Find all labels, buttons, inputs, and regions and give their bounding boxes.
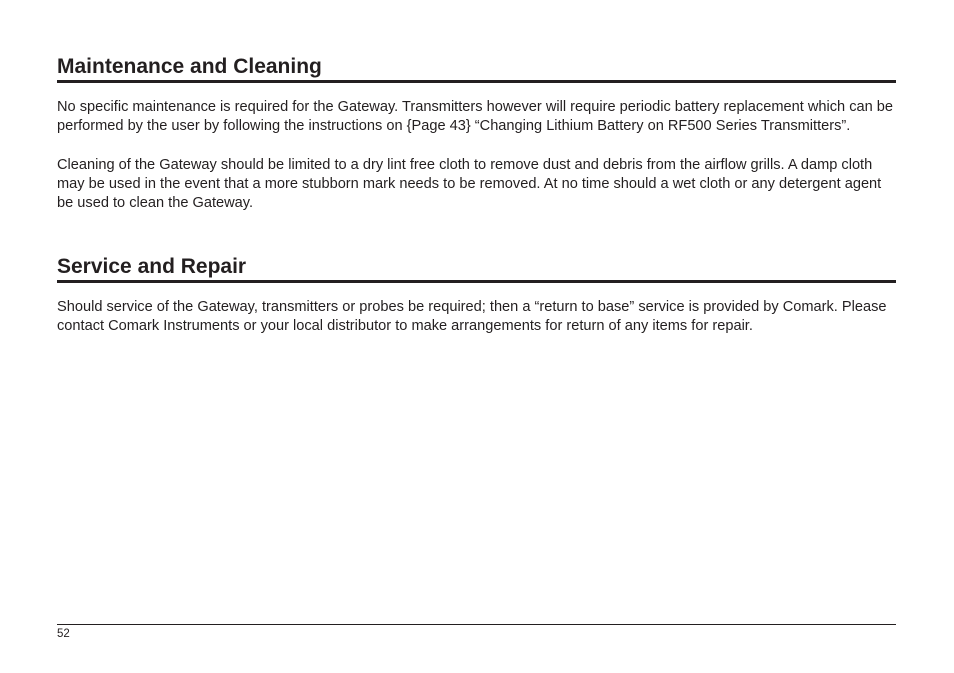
page-footer xyxy=(57,624,896,641)
paragraph: Cleaning of the Gateway should be limited to a dry lint free cloth to remove dust and debris from the airflow grills. A damp cloth may be used in the event that a more stubborn mark needs to be removed. At no time should a wet cloth or any detergent agent be used to clean the Gateway. xyxy=(57,156,882,212)
page-number: 52 xyxy=(57,628,70,640)
paragraph: No specific maintenance is required for the Gateway. Transmitters however will require periodic battery replacement which can be performed by the user by following the instructions on {Page 43} “Changing Lithium Battery on RF500 Series Transmitters”. xyxy=(57,99,894,135)
section-heading: Maintenance and Cleaning xyxy=(57,55,896,83)
paragraph: Should service of the Gateway, transmitters or probes be required; then a “return to base” service is provided by Comark. Please contact Comark Instruments or your local distributor to make arrangements for return of any items for repair. xyxy=(57,299,887,335)
section-maintenance-and-cleaning xyxy=(57,55,896,213)
section-service-and-repair xyxy=(57,255,896,337)
section-heading: Service and Repair xyxy=(57,255,896,283)
